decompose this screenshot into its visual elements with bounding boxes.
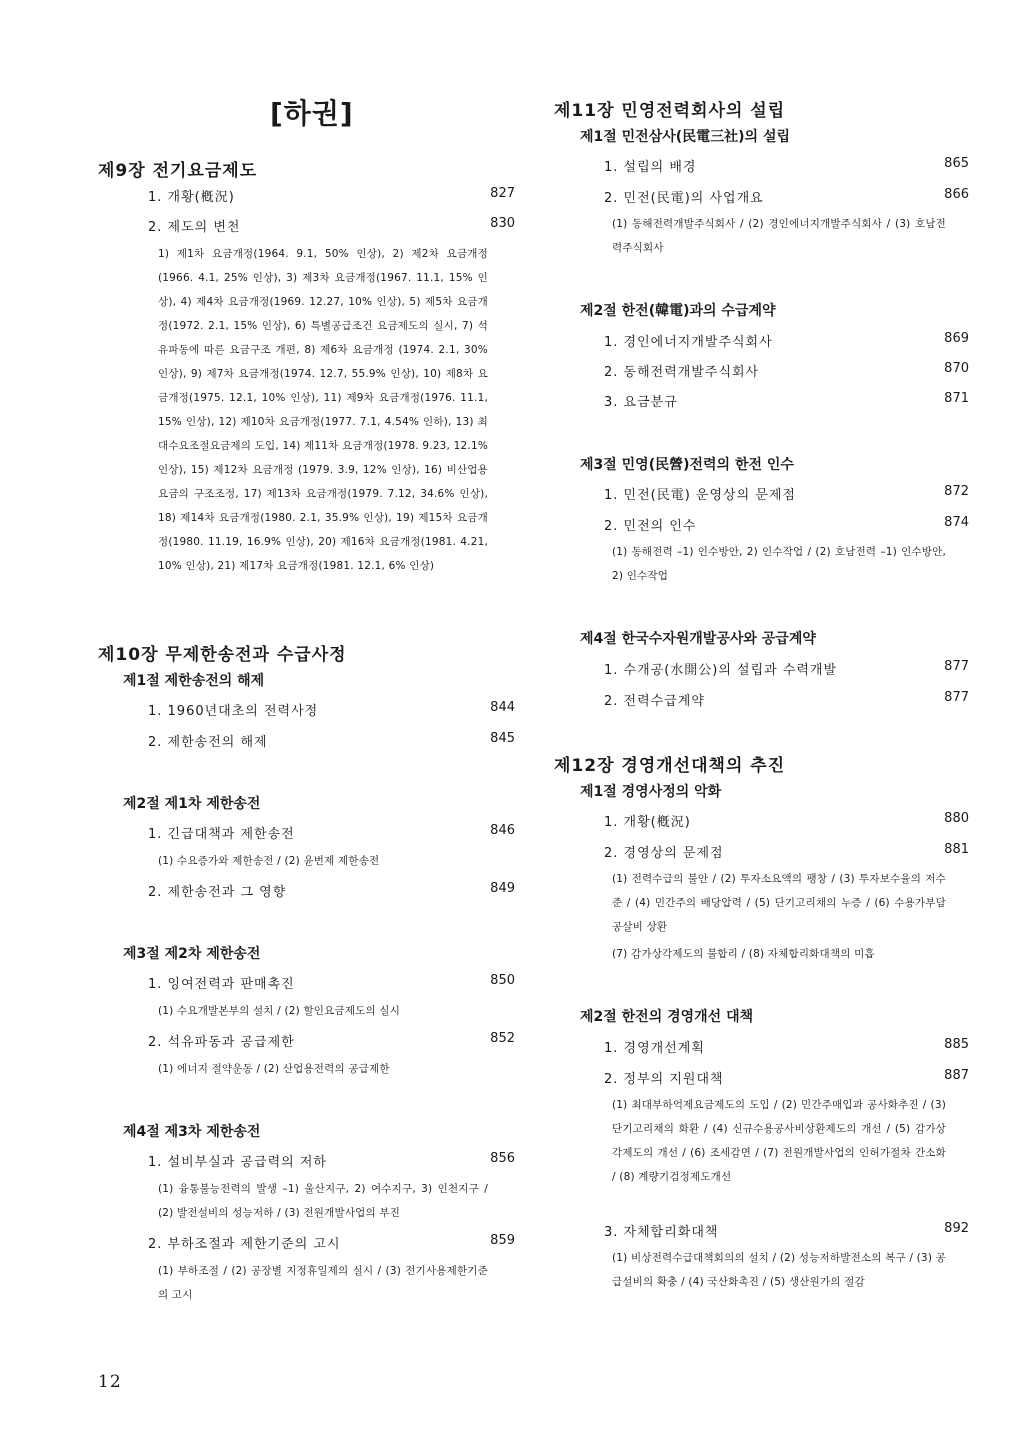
toc-item: 1. 민전(民電) 운영상의 문제점 <box>604 488 796 503</box>
toc-detail: (7) 감가상각제도의 불합리 / (8) 자체합리화대책의 미흡 <box>612 948 875 960</box>
page-ref: 887 <box>944 1068 969 1083</box>
section-title: 제3절 민영(民營)전력의 한전 인수 <box>580 457 794 473</box>
toc-item: 1. 긴급대책과 제한송전 <box>148 827 295 842</box>
toc-item: 2. 민전(民電)의 사업개요 <box>604 191 764 206</box>
section-title: 제3절 제2차 제한송전 <box>123 946 261 962</box>
page-ref: 885 <box>944 1037 969 1052</box>
page-ref: 844 <box>490 700 515 715</box>
section-title: 제1절 경영사정의 악화 <box>580 784 722 800</box>
page-ref: 856 <box>490 1151 515 1166</box>
toc-item: 1. 개황(槪況) <box>604 815 691 830</box>
page-ref: 850 <box>490 973 515 988</box>
toc-item: 1. 개황(槪況) <box>148 190 235 205</box>
section-title: 제2절 한전의 경영개선 대책 <box>580 1009 754 1025</box>
chapter-9-title: 제9장 전기요금제도 <box>98 161 258 181</box>
toc-item: 1. 경인에너지개발주식회사 <box>604 335 773 350</box>
page-ref: 845 <box>490 731 515 746</box>
toc-item: 1. 잉여전력과 판매촉진 <box>148 977 295 992</box>
toc-item: 1. 설비부실과 공급력의 저하 <box>148 1155 327 1170</box>
page-ref: 892 <box>944 1221 969 1236</box>
section-title: 제1절 민전삼사(民電三社)의 설립 <box>580 129 791 145</box>
toc-detail: (1) 융통불능전력의 발생 –1) 울산지구, 2) 여수지구, 3) 인천지구 / (2) 발전설비의 성능저하 / (3) 전원개발사업의 부진 <box>158 1183 488 1219</box>
section-title: 제4절 제3차 제한송전 <box>123 1124 261 1140</box>
toc-item: 2. 전력수급계약 <box>604 694 705 709</box>
toc-detail: (1) 부하조절 / (2) 공장별 지정휴일제의 실시 / (3) 전기사용제한기준의 고시 <box>158 1265 488 1301</box>
page-ref: 865 <box>944 156 969 171</box>
page-ref: 881 <box>944 842 969 857</box>
section-title: 제2절 한전(韓電)과의 수급계약 <box>580 303 776 319</box>
toc-item: 1. 수개공(水開公)의 설립과 수력개발 <box>604 663 838 678</box>
toc-item: 1. 설립의 배경 <box>604 160 697 175</box>
toc-item: 2. 경영상의 문제점 <box>604 846 724 861</box>
page-ref: 869 <box>944 331 969 346</box>
toc-right-column <box>520 0 1019 1440</box>
chapter-10-title: 제10장 무제한송전과 수급사정 <box>98 645 347 665</box>
toc-detail: (1) 동해전력 –1) 인수방안, 2) 인수작업 / (2) 호남전력 –1) 인수방안, 2) 인수작업 <box>612 546 946 582</box>
page-ref: 872 <box>944 484 969 499</box>
section-title: 제2절 제1차 제한송전 <box>123 796 261 812</box>
toc-item: 3. 요금분규 <box>604 395 678 410</box>
toc-item: 2. 석유파동과 공급제한 <box>148 1035 295 1050</box>
page-ref: 877 <box>944 659 969 674</box>
toc-item: 2. 부하조절과 제한기준의 고시 <box>148 1237 341 1252</box>
page-ref: 827 <box>490 186 515 201</box>
toc-item: 1. 1960년대초의 전력사정 <box>148 704 319 719</box>
toc-detail: (1) 동해전력개발주식회사 / (2) 경인에너지개발주식회사 / (3) 호남전력주식회사 <box>612 218 946 254</box>
section-title: 제1절 제한송전의 해제 <box>123 673 265 689</box>
chapter-11-title: 제11장 민영전력회사의 설립 <box>554 101 786 121</box>
page-ref: 849 <box>490 881 515 896</box>
toc-detail: (1) 수요증가와 제한송전 / (2) 윤번제 제한송전 <box>158 855 380 867</box>
page-ref: 871 <box>944 391 969 406</box>
toc-detail: (1) 최대부하억제요금제도의 도입 / (2) 민간주매입과 공사화추진 / (3) 단기고리채의 화환 / (4) 신규수용공사비상환제도의 개선 / (5) 감가상각제도의 개선 / (6) 조세감면 / (7) 전원개발사업의 인허가절차 간소화 / (8) 계량기검정제도개선 <box>612 1099 946 1183</box>
page-ref: 874 <box>944 515 969 530</box>
toc-item: 1. 경영개선계획 <box>604 1041 705 1056</box>
toc-detail: 1) 제1차 요금개정(1964. 9.1, 50% 인상), 2) 제2차 요금개정 (1966. 4.1, 25% 인상), 3) 제3차 요금개정(1967. 11.1, 15% 인상), 4) 제4차 요금개정(1969. 12.27, 10% 인상), 5) 제5차 요금개정(1972. 2.1, 15% 인상), 6) 특별공급조건 요금제도의 실시, 7) 석유파동에 따른 요금구조 개편, 8) 제6차 요금개정 (1974. 2.1, 30% 인상), 9) 제7차 요금개정(1974. 12.7, 55.9% 인상), 10) 제8차 요금개정(1975. 12.1, 10% 인상), 11) 제9차 요금개정(1976. 11.1, 15% 인상), 12) 제10차 요금개정(1977. 7.1, 4.54% 인하), 13) 최대수요조절요금제의 도입, 14) 제11차 요금개정(1978. 9.23, 12.1% 인상), 15) 제12차 요금개정 (1979. 3.9, 12% 인상), 16) 비산업용요금의 구조조정, 17) 제13차 요금개정(1979. 7.12, 34.6% 인상), 18) 제14차 요금개정(1980. 2.1, 35.9% 인상), 19) 제15차 요금개정(1980. 11.19, 16.9% 인상), 20) 제16차 요금개정(1981. 4.21, 10% 인상), 21) 제17차 요금개정(1981. 12.1, 6% 인상) <box>158 248 488 572</box>
toc-detail: (1) 비상전력수급대책회의의 설치 / (2) 성능저하발전소의 복구 / (3) 공급설비의 확충 / (4) 국산화촉진 / (5) 생산원가의 절감 <box>612 1252 946 1288</box>
section-title: 제4절 한국수자원개발공사와 공급계약 <box>580 631 816 647</box>
chapter-12-title: 제12장 경영개선대책의 추진 <box>554 756 786 776</box>
page-number: 12 <box>98 1372 122 1392</box>
page-ref: 846 <box>490 823 515 838</box>
toc-item: 3. 자체합리화대책 <box>604 1225 719 1240</box>
page-ref: 859 <box>490 1233 515 1248</box>
toc-item: 2. 정부의 지원대책 <box>604 1072 724 1087</box>
toc-item: 2. 제한송전의 해제 <box>148 735 268 750</box>
page-ref: 880 <box>944 811 969 826</box>
page-ref: 852 <box>490 1031 515 1046</box>
page-ref: 830 <box>490 216 515 231</box>
toc-item: 2. 제한송전과 그 영향 <box>148 885 287 900</box>
toc-detail: (1) 에너지 절약운동 / (2) 산업용전력의 공급제한 <box>158 1063 390 1075</box>
page-ref: 866 <box>944 187 969 202</box>
volume-title: [하권] <box>270 97 354 130</box>
page-ref: 877 <box>944 690 969 705</box>
page-ref: 870 <box>944 361 969 376</box>
toc-item: 2. 민전의 인수 <box>604 519 697 534</box>
toc-item: 2. 제도의 변천 <box>148 220 241 235</box>
toc-item: 2. 동해전력개발주식회사 <box>604 365 760 380</box>
toc-detail: (1) 수요개발본부의 설치 / (2) 할인요금제도의 실시 <box>158 1005 401 1017</box>
toc-detail: (1) 전력수급의 불안 / (2) 투자소요액의 팽창 / (3) 투자보수율의 저수준 / (4) 민간주의 배당압력 / (5) 단기고리채의 누증 / (6) 수용가부담공살비 상환 <box>612 873 946 933</box>
